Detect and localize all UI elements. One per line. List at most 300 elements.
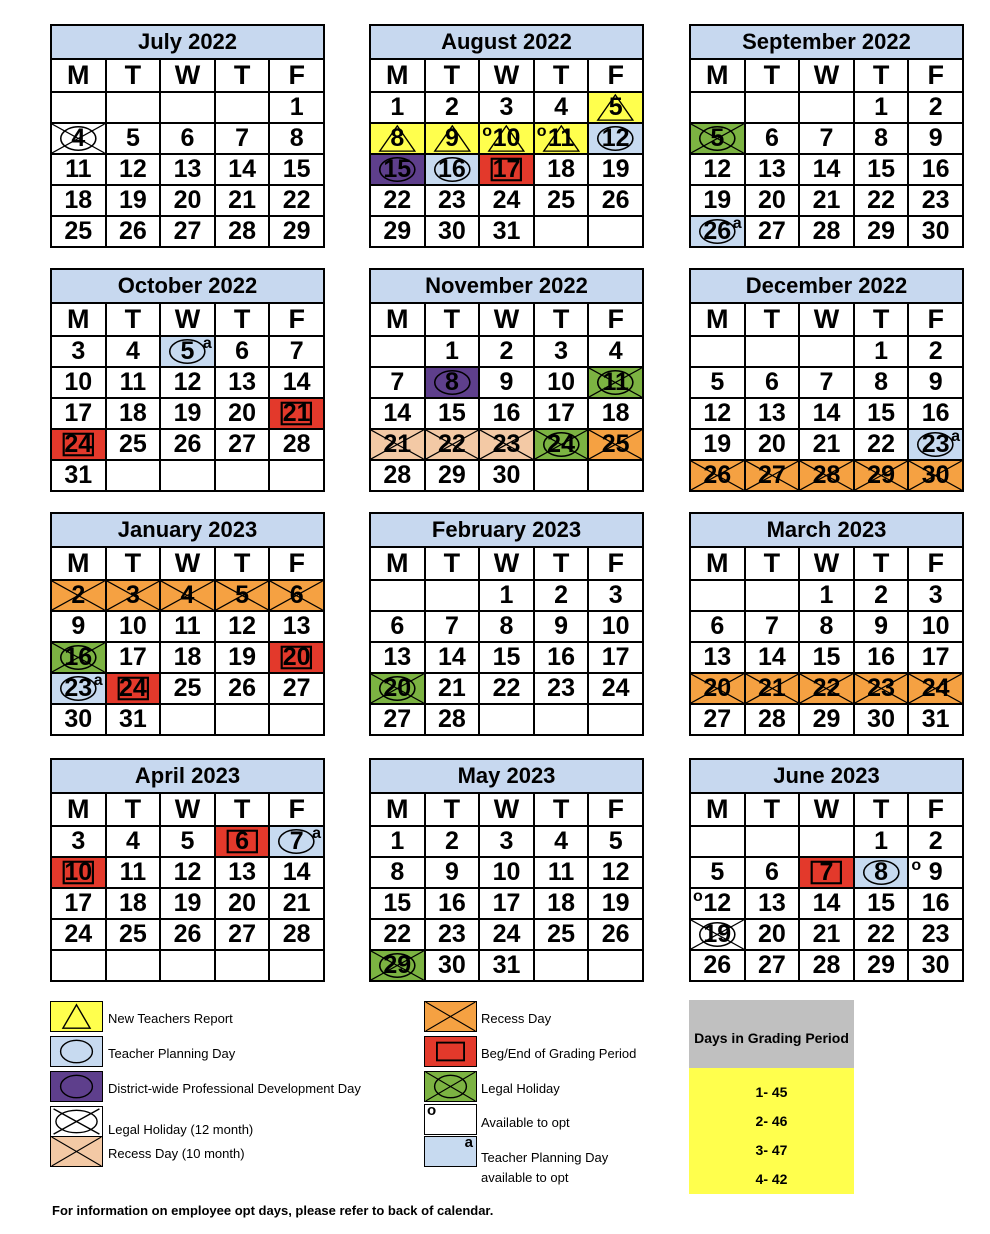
calendar-day [269,216,324,247]
opt-mark: o [482,123,492,140]
calendar-day [534,857,589,888]
calendar-day [690,888,745,919]
day-number: 13 [228,368,256,396]
calendar-day [215,919,270,950]
day-number: 16 [921,155,950,183]
calendar-day [51,123,106,154]
day-number: 5 [710,368,725,396]
calendar-empty-cell [215,704,270,735]
day-number: 26 [703,217,732,245]
calendar-day [425,642,480,673]
day-number: 6 [390,612,405,640]
calendar-day [534,398,589,429]
calendar-day [106,611,161,642]
calendar-day [479,336,534,367]
day-number: 9 [444,124,459,152]
triangle-icon [51,1002,102,1031]
calendar-day [106,154,161,185]
opt-mark: a [951,428,960,445]
day-number: 4 [180,581,195,609]
calendar-day [479,154,534,185]
calendar-empty-cell [534,704,589,735]
calendar-day [370,673,425,704]
legend-swatch-recess [424,1001,477,1032]
calendar-day [106,919,161,950]
weekday-header: W [160,793,215,826]
calendar-day [215,611,270,642]
calendar-day [479,611,534,642]
day-number: 4 [125,827,140,855]
day-number: 2 [554,581,569,609]
month-calendar [689,758,964,982]
weekday-header: T [106,547,161,580]
calendar-day [690,154,745,185]
day-number: 15 [867,155,895,183]
day-number: 29 [812,705,841,733]
day-number: 7 [819,858,834,886]
calendar-day [106,123,161,154]
day-number: 6 [764,858,779,886]
calendar-day [215,673,270,704]
calendar-day [51,460,106,491]
calendar-day [534,336,589,367]
calendar-day [370,950,425,981]
calendar-day [215,580,270,611]
day-number: 2 [928,93,943,121]
calendar-day [690,429,745,460]
calendar-day [479,888,534,919]
month-title: March 2023 [690,513,963,547]
weekday-header: F [908,303,963,336]
month-calendar [369,758,644,982]
day-number: 13 [703,643,732,671]
day-number: 5 [180,337,195,365]
calendar-day [690,367,745,398]
calendar-day [370,826,425,857]
month-calendar [369,24,644,248]
calendar-day [160,185,215,216]
day-number: 1 [289,93,304,121]
calendar-day [106,704,161,735]
calendar-day [534,919,589,950]
day-number: 30 [867,705,895,733]
calendar-day [106,580,161,611]
calendar-day [215,367,270,398]
day-number: 28 [757,705,786,733]
calendar-day [534,185,589,216]
day-number: 17 [64,889,93,917]
calendar-day [588,826,643,857]
calendar-day [370,367,425,398]
calendar-day [479,673,534,704]
weekday-header: M [690,547,745,580]
calendar-empty-cell [745,336,800,367]
day-number: 30 [921,951,950,979]
calendar-empty-cell [534,460,589,491]
day-number: 8 [819,612,834,640]
calendar-empty-cell [215,92,270,123]
day-number: 25 [601,430,630,458]
calendar-day [854,92,909,123]
calendar-day [799,460,854,491]
calendar-day [215,336,270,367]
calendar-day [854,216,909,247]
calendar-day [799,367,854,398]
legend-label-legal12: Legal Holiday (12 month) [108,1122,254,1137]
weekday-header: M [51,547,106,580]
calendar-day [745,888,800,919]
day-number: 15 [383,155,412,183]
day-number: 16 [437,155,466,183]
calendar-empty-cell [745,92,800,123]
calendar-day [269,123,324,154]
day-number: 29 [282,217,311,245]
day-number: 12 [173,368,202,396]
month-title: February 2023 [370,513,643,547]
day-number: 2 [444,827,459,855]
weekday-header: F [269,59,324,92]
calendar-day [370,919,425,950]
weekday-header: T [215,59,270,92]
day-number: 30 [921,461,950,489]
calendar-day [160,888,215,919]
calendar-day [51,336,106,367]
calendar-day [908,154,963,185]
calendar-day [479,580,534,611]
day-number: 4 [125,337,140,365]
day-number: 6 [764,124,779,152]
day-number: 28 [383,461,412,489]
calendar-day [106,857,161,888]
weekday-header: T [854,547,909,580]
day-number: 12 [228,612,256,640]
weekday-header: W [479,547,534,580]
calendar-day [854,611,909,642]
day-number: 8 [390,858,405,886]
calendar-day [51,580,106,611]
day-number: 17 [118,643,147,671]
calendar-day [479,92,534,123]
opt-mark: a [93,672,103,689]
calendar-day [106,367,161,398]
calendar-empty-cell [269,950,324,981]
calendar-day [588,123,643,154]
calendar-empty-cell [51,950,106,981]
day-number: 24 [492,920,521,948]
calendar-day [51,154,106,185]
day-number: 21 [282,399,311,427]
calendar-day [908,888,963,919]
calendar-empty-cell [215,950,270,981]
calendar-day [854,154,909,185]
day-number: 5 [125,124,140,152]
weekday-header: T [854,793,909,826]
calendar-day [534,580,589,611]
month-title: November 2022 [370,269,643,303]
weekday-header: M [690,59,745,92]
calendar-day [370,642,425,673]
calendar-day [908,673,963,704]
day-number: 13 [383,643,412,671]
day-number: 13 [228,858,256,886]
day-number: 3 [125,581,140,609]
calendar-day [370,92,425,123]
calendar-day [908,580,963,611]
calendar-day [799,888,854,919]
crossed-circle-icon [425,1072,476,1101]
weekday-header: F [588,793,643,826]
day-number: 23 [921,430,950,458]
legend-label-recess10: Recess Day (10 month) [108,1146,245,1161]
day-number: 5 [710,124,725,152]
day-number: 7 [235,124,250,152]
calendar-day [215,216,270,247]
calendar-day [799,185,854,216]
calendar-day [51,826,106,857]
calendar-day [854,429,909,460]
calendar-empty-cell [269,704,324,735]
day-number: 20 [228,399,256,427]
month-calendar [689,268,964,492]
weekday-header: F [908,59,963,92]
day-number: 1 [444,337,459,365]
day-number: 9 [928,124,943,152]
weekday-header: F [269,547,324,580]
calendar-day [479,367,534,398]
calendar-day [745,919,800,950]
month-calendar [50,512,325,736]
weekday-header: T [745,303,800,336]
day-number: 19 [118,186,147,214]
calendar-day [854,673,909,704]
day-number: 26 [601,920,630,948]
legend-swatch-districtwide [50,1071,103,1102]
calendar-day [799,642,854,673]
day-number: 10 [492,858,521,886]
weekday-header: F [588,547,643,580]
weekday-header: F [269,793,324,826]
day-number: 26 [173,430,202,458]
calendar-day [425,673,480,704]
weekday-header: T [425,793,480,826]
legend-swatch-grading [424,1036,477,1067]
calendar-day [588,367,643,398]
calendar-day [106,216,161,247]
weekday-header: W [479,59,534,92]
calendar-day [106,398,161,429]
day-number: 6 [289,581,304,609]
day-number: 21 [812,430,841,458]
calendar-day [370,398,425,429]
day-number: 21 [812,920,841,948]
calendar-day [534,642,589,673]
square-icon [425,1037,476,1066]
weekday-header: F [908,793,963,826]
calendar-day [425,460,480,491]
calendar-day [370,154,425,185]
month-calendar [50,24,325,248]
calendar-day [745,611,800,642]
calendar-day [588,611,643,642]
weekday-header: W [160,59,215,92]
calendar-day [534,611,589,642]
day-number: 31 [492,951,521,979]
calendar-day [908,185,963,216]
legend-swatch-recess10 [50,1136,103,1167]
day-number: 23 [867,674,895,702]
day-number: 23 [492,430,521,458]
day-number: 31 [492,217,521,245]
day-number: 26 [601,186,630,214]
month-title: September 2022 [690,25,963,59]
day-number: 27 [703,705,732,733]
day-number: 22 [867,186,895,214]
calendar-day [854,704,909,735]
calendar-day [160,336,215,367]
day-number: 12 [703,155,732,183]
day-number: 2 [444,93,459,121]
calendar-empty-cell [106,92,161,123]
calendar-day [745,367,800,398]
day-number: 21 [282,889,311,917]
opt-mark: o [536,123,547,140]
day-number: 2 [499,337,514,365]
calendar-day [690,673,745,704]
day-number: 4 [554,93,569,121]
calendar-empty-cell [799,92,854,123]
calendar-day [479,919,534,950]
calendar-day [854,642,909,673]
weekday-header: T [425,547,480,580]
calendar-day [854,950,909,981]
calendar-day [799,857,854,888]
legend-label-new-teachers: New Teachers Report [108,1011,233,1026]
day-number: 23 [437,186,466,214]
calendar-day [160,367,215,398]
day-number: 27 [282,674,311,702]
day-number: 3 [71,337,86,365]
day-number: 5 [710,858,725,886]
day-number: 22 [383,920,412,948]
day-number: 24 [118,674,147,702]
weekday-header: W [160,547,215,580]
calendar-empty-cell [690,580,745,611]
day-number: 16 [867,643,895,671]
calendar-day [908,642,963,673]
day-number: 22 [282,186,311,214]
day-number: 22 [492,674,521,702]
calendar-empty-cell [534,950,589,981]
calendar-day [854,367,909,398]
day-number: 8 [874,858,889,886]
calendar-day [370,857,425,888]
weekday-header: T [106,59,161,92]
month-title: December 2022 [690,269,963,303]
day-number: 10 [64,368,93,396]
calendar-day [854,123,909,154]
crossed-circle-icon [51,1107,102,1136]
day-number: 1 [390,93,405,121]
day-number: 26 [173,920,202,948]
calendar-day [160,826,215,857]
day-number: 21 [437,674,466,702]
calendar-day [269,367,324,398]
day-number: 7 [764,612,779,640]
day-number: 29 [867,217,895,245]
calendar-empty-cell [215,460,270,491]
day-number: 20 [703,674,732,702]
calendar-day [690,216,745,247]
day-number: 16 [921,399,950,427]
calendar-day [215,826,270,857]
day-number: 2 [874,581,889,609]
day-number: 2 [928,337,943,365]
day-number: 19 [601,155,630,183]
day-number: 19 [601,889,630,917]
calendar-day [799,611,854,642]
day-number: 2 [71,581,86,609]
calendar-empty-cell [269,460,324,491]
day-number: 3 [499,827,514,855]
day-number: 20 [282,643,311,671]
calendar-day [854,336,909,367]
calendar-day [215,857,270,888]
day-number: 22 [383,186,412,214]
calendar-day [160,580,215,611]
calendar-day [269,92,324,123]
grading-period-list [689,1068,854,1194]
month-calendar [50,268,325,492]
day-number: 3 [608,581,623,609]
calendar-day [160,919,215,950]
day-number: 18 [547,155,575,183]
legend-swatch-legal12 [50,1106,103,1137]
weekday-header: M [690,793,745,826]
day-number: 20 [383,674,412,702]
day-number: 13 [757,889,786,917]
calendar-day [908,460,963,491]
day-number: 28 [228,217,256,245]
grading-period-title: Days in Grading Period [689,1000,854,1068]
opt-mark: a [312,825,321,842]
grading-period-item: 4- 42 [755,1171,788,1187]
day-number: 14 [812,155,841,183]
calendar-day [534,826,589,857]
day-number: 4 [608,337,623,365]
weekday-header: T [425,59,480,92]
calendar-day [799,429,854,460]
calendar-day [479,123,534,154]
day-number: 25 [547,920,575,948]
calendar-day [745,185,800,216]
day-number: 7 [289,827,304,855]
calendar-day [854,185,909,216]
weekday-header: W [799,547,854,580]
day-number: 23 [64,674,93,702]
day-number: 5 [608,827,623,855]
calendar-day [370,704,425,735]
calendar-day [690,185,745,216]
opt-mark: o [911,857,922,874]
calendar-day [588,673,643,704]
calendar-day [479,642,534,673]
weekday-header: W [799,793,854,826]
day-number: 10 [492,124,521,152]
calendar-day [479,460,534,491]
calendar-day [370,611,425,642]
month-title: May 2023 [370,759,643,793]
day-number: 5 [180,827,195,855]
